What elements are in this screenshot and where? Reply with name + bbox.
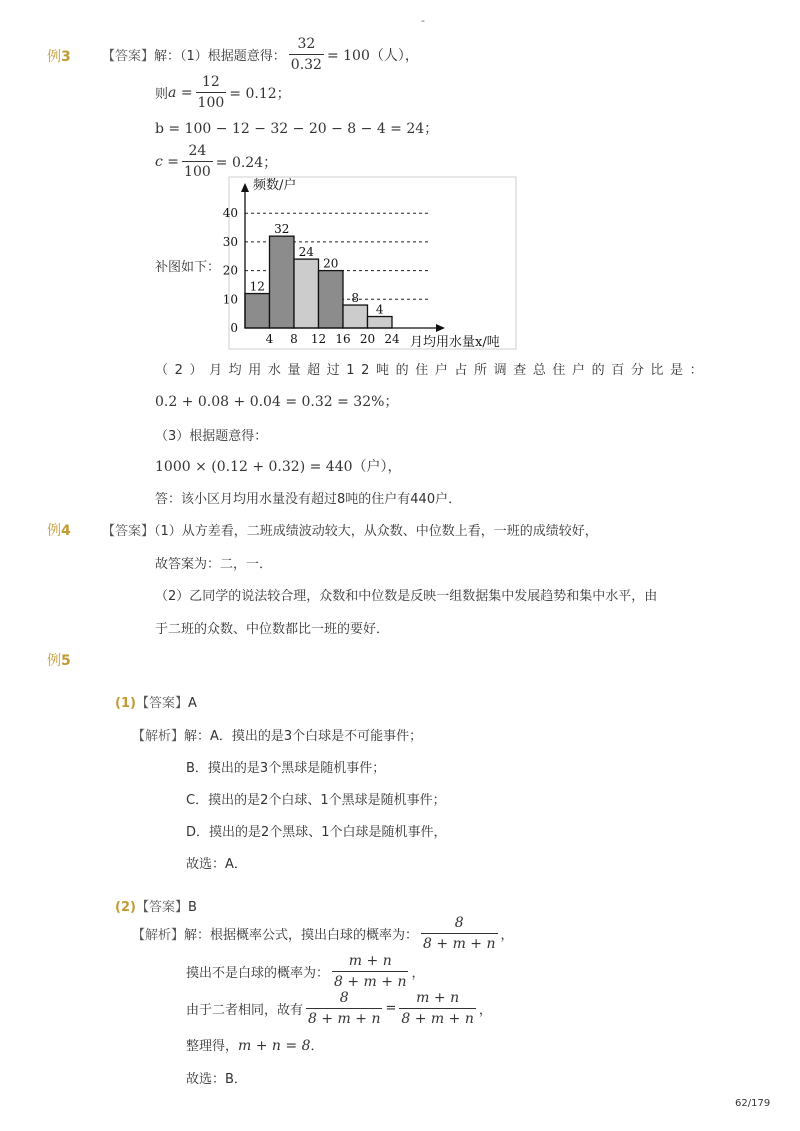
- ex5-q2-line-1: 【解析】 解：根据概率公式，摸出白球的概率为： $\frac{8}{8 + m + n}$ ，: [132, 915, 514, 952]
- ex3-line-2: 则 a = $\frac{12}{100}$ = 0.12；: [155, 74, 291, 111]
- bar-4: [343, 305, 368, 328]
- ex5-q2-line-3: 由于二者相同，故有 $\frac{8}{8 + m + n}$ = $\frac{m + n}{8 + m + n}$ ，: [186, 990, 492, 1027]
- bar-value-label: 4: [375, 302, 384, 317]
- ex5-q2-answer: (2)【答案】B: [115, 900, 197, 915]
- ex3-conclusion: 答：该小区月均用水量没有超过8吨的住户有440户．: [155, 492, 462, 507]
- x-tick-label: 16: [335, 332, 351, 346]
- ex3-part2-text: （2）月均用水量超过12吨的住户占所调查总住户的百分比是：: [155, 363, 710, 378]
- bar-value-label: 8: [351, 291, 360, 306]
- bar-value-label: 20: [323, 256, 339, 271]
- bar-0: [245, 294, 270, 328]
- ex5-q1-option-b: B．摸出的是3个黑球是随机事件；: [186, 761, 386, 776]
- ex5-q2-choose: 故选：B．: [186, 1072, 247, 1087]
- example-5-label: 例5: [47, 653, 71, 669]
- fraction: $\frac{32}{0.32}$: [290, 36, 322, 73]
- ex3-part2-formula: 0.2 + 0.08 + 0.04 = 0.32 = 32%；: [155, 394, 399, 410]
- ex5-q1-choose: 故选：A．: [186, 857, 247, 872]
- ex5-q1-answer: (1)【答案】A: [115, 696, 197, 711]
- ex3-line-4: c = $\frac{24}{100}$ = 0.24；: [155, 143, 278, 180]
- bar-3: [319, 271, 344, 328]
- fraction: $\frac{8}{8 + m + n}$: [423, 915, 496, 952]
- ex3-solution-intro: 解：（1）根据题意得：: [154, 49, 286, 64]
- x-tick-labels: [266, 332, 400, 346]
- x-tick-label: 20: [359, 332, 376, 346]
- x-axis-arrow: [436, 324, 445, 332]
- y-tick-label: 40: [223, 206, 238, 221]
- y-tick-label: 30: [223, 234, 238, 249]
- y-tick-label: 0: [230, 321, 238, 335]
- bar-1: [270, 236, 295, 328]
- y-axis-arrow: [241, 183, 249, 192]
- ex4-line-4: 于二班的众数、中位数都比一班的要好．: [155, 622, 390, 637]
- ex5-q2-line-4: 整理得，m + n = 8．: [186, 1038, 324, 1054]
- y-tick-labels: [223, 206, 238, 335]
- bar-value-label: 12: [249, 279, 265, 294]
- ex5-q2-line-2: 摸出不是白球的概率为： $\frac{m + n}{8 + m + n}$ ，: [186, 953, 425, 990]
- header-mark: -: [421, 14, 425, 27]
- answer-tag: 【答案】: [102, 49, 155, 64]
- answer-tag: 【答案】: [102, 524, 155, 539]
- fraction: $\frac{24}{100}$: [184, 143, 211, 180]
- ex3-line-1: [102, 36, 419, 73]
- ex5-q1-option-c: C．摸出的是2个白球、1个黑球是随机事件；: [186, 793, 446, 808]
- ex3-line-3: b = 100 − 12 − 32 − 20 − 8 − 4 = 24；: [155, 121, 439, 137]
- x-tick-label: 8: [290, 332, 298, 346]
- ex4-line-3: （2）乙同学的说法较合理，众数和中位数是反映一组数据集中发展趋势和集中水平，由: [155, 589, 658, 604]
- example-4-label: 例4: [47, 523, 71, 539]
- ex3-part3-formula: 1000 × (0.12 + 0.32) = 440（户），: [155, 459, 402, 475]
- fill-chart-label: 补图如下：: [155, 260, 221, 275]
- ex5-q1-option-d: D．摸出的是2个黑球、1个白球是随机事件，: [186, 825, 447, 840]
- ex3-part3-text: （3）根据题意得：: [155, 429, 268, 444]
- chart-bars: [245, 236, 392, 328]
- ex5-q1-analysis: 【解析】解：A．摸出的是3个白球是不可能事件；: [132, 729, 423, 744]
- x-tick-label: 4: [265, 332, 274, 346]
- ex4-line-1: 【答案】（1）从方差看，二班成绩波动较大，从众数、中位数上看，一班的成绩较好，: [102, 524, 598, 539]
- bar-2: [294, 259, 319, 328]
- x-tick-label: 12: [310, 332, 327, 346]
- page-number: 62/179: [735, 1098, 771, 1109]
- bar-value-label: 24: [298, 245, 314, 260]
- fraction: $\frac{m + n}{8 + m + n}$: [334, 953, 407, 990]
- fraction: $\frac{12}{100}$: [197, 74, 225, 111]
- ex3-result-total: = 100（人），: [326, 47, 419, 64]
- histogram-chart: [223, 176, 523, 350]
- fraction: $\frac{8}{8 + m + n}$: [308, 990, 381, 1027]
- y-axis-label: 频数/户: [253, 178, 297, 193]
- fraction: $\frac{m + n}{8 + m + n}$: [401, 990, 474, 1027]
- ex4-line-2: 故答案为：二，一．: [155, 557, 273, 572]
- x-tick-label: 24: [384, 332, 400, 346]
- example-3-label: 例3: [47, 49, 71, 65]
- y-tick-label: 10: [223, 292, 238, 307]
- x-axis-label: 月均用水量x/吨: [410, 335, 500, 350]
- bar-value-label: 32: [274, 222, 290, 237]
- bar-5: [368, 317, 393, 328]
- y-tick-label: 20: [223, 263, 238, 278]
